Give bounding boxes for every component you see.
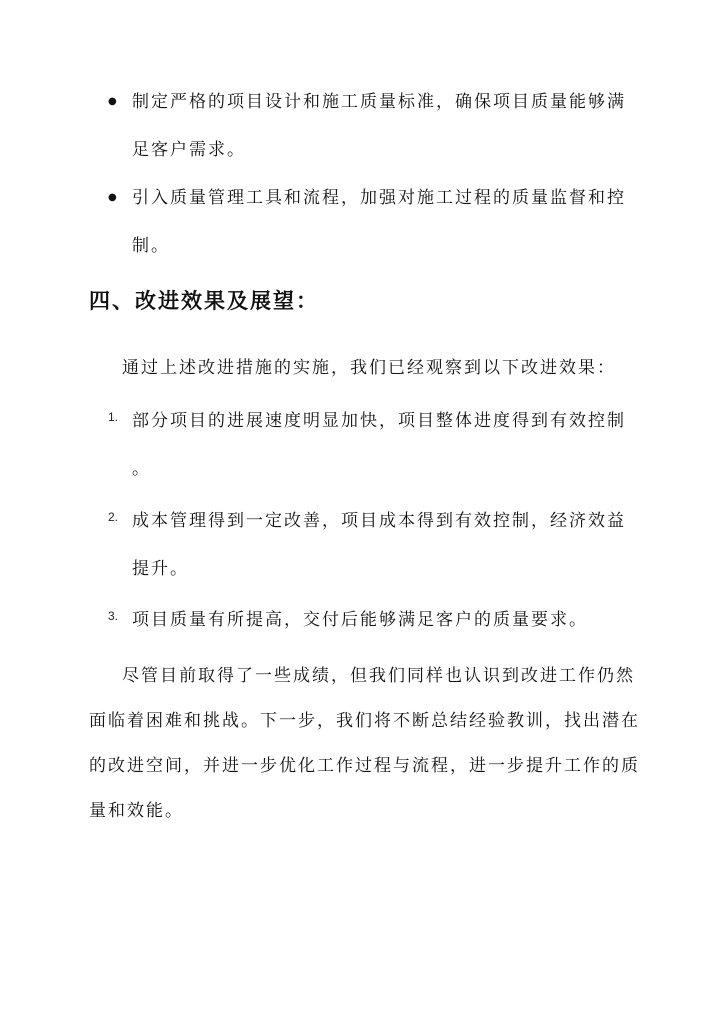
numbered-text xyxy=(132,596,628,644)
bullet-line: 制。 xyxy=(132,236,170,256)
bullet-dot-icon: ● xyxy=(108,96,117,107)
numbered-line: 成本管理得到一定改善，项目成本得到有效控制，经济效益 xyxy=(132,511,626,531)
closing-paragraph xyxy=(89,658,640,838)
bullet-text xyxy=(132,78,628,174)
numbered-text xyxy=(132,397,628,493)
item-number: 2. xyxy=(108,510,119,524)
numbered-line: 部分项目的进展速度明显加快，项目整体进度得到有效控制 xyxy=(132,411,626,431)
bullet-dot-icon: ● xyxy=(108,192,117,203)
numbered-item-2 xyxy=(108,497,628,593)
bullet-item-quality-tools xyxy=(108,174,628,270)
bullet-text xyxy=(132,174,628,270)
numbered-line: 提升。 xyxy=(132,559,189,579)
section-heading: 四、改进效果及展望： xyxy=(89,289,319,313)
paragraph-line: 量和效能。 xyxy=(89,801,184,821)
numbered-line: 项目质量有所提高，交付后能够满足客户的质量要求。 xyxy=(132,610,588,630)
numbered-line: 。 xyxy=(132,459,151,479)
numbered-item-1 xyxy=(108,397,628,493)
numbered-item-3 xyxy=(108,596,628,644)
item-number: 3. xyxy=(108,609,119,623)
bullet-item-quality-standards xyxy=(108,78,628,174)
paragraph-line: 的改进空间，并进一步优化工作过程与流程，进一步提升工作的质 xyxy=(89,756,640,776)
bullet-line: 制定严格的项目设计和施工质量标准，确保项目质量能够满 xyxy=(132,92,626,112)
paragraph-line: 面临着困难和挑战。下一步，我们将不断总结经验教训，找出潜在 xyxy=(89,711,640,731)
bullet-line: 足客户需求。 xyxy=(132,140,246,160)
numbered-text xyxy=(132,497,628,593)
bullet-line: 引入质量管理工具和流程，加强对施工过程的质量监督和控 xyxy=(132,188,626,208)
item-number: 1. xyxy=(108,410,119,424)
section-intro: 通过上述改进措施的实施，我们已经观察到以下改进效果： xyxy=(122,358,616,378)
paragraph-line: 尽管目前取得了一些成绩，但我们同样也认识到改进工作仍然 xyxy=(122,666,635,686)
